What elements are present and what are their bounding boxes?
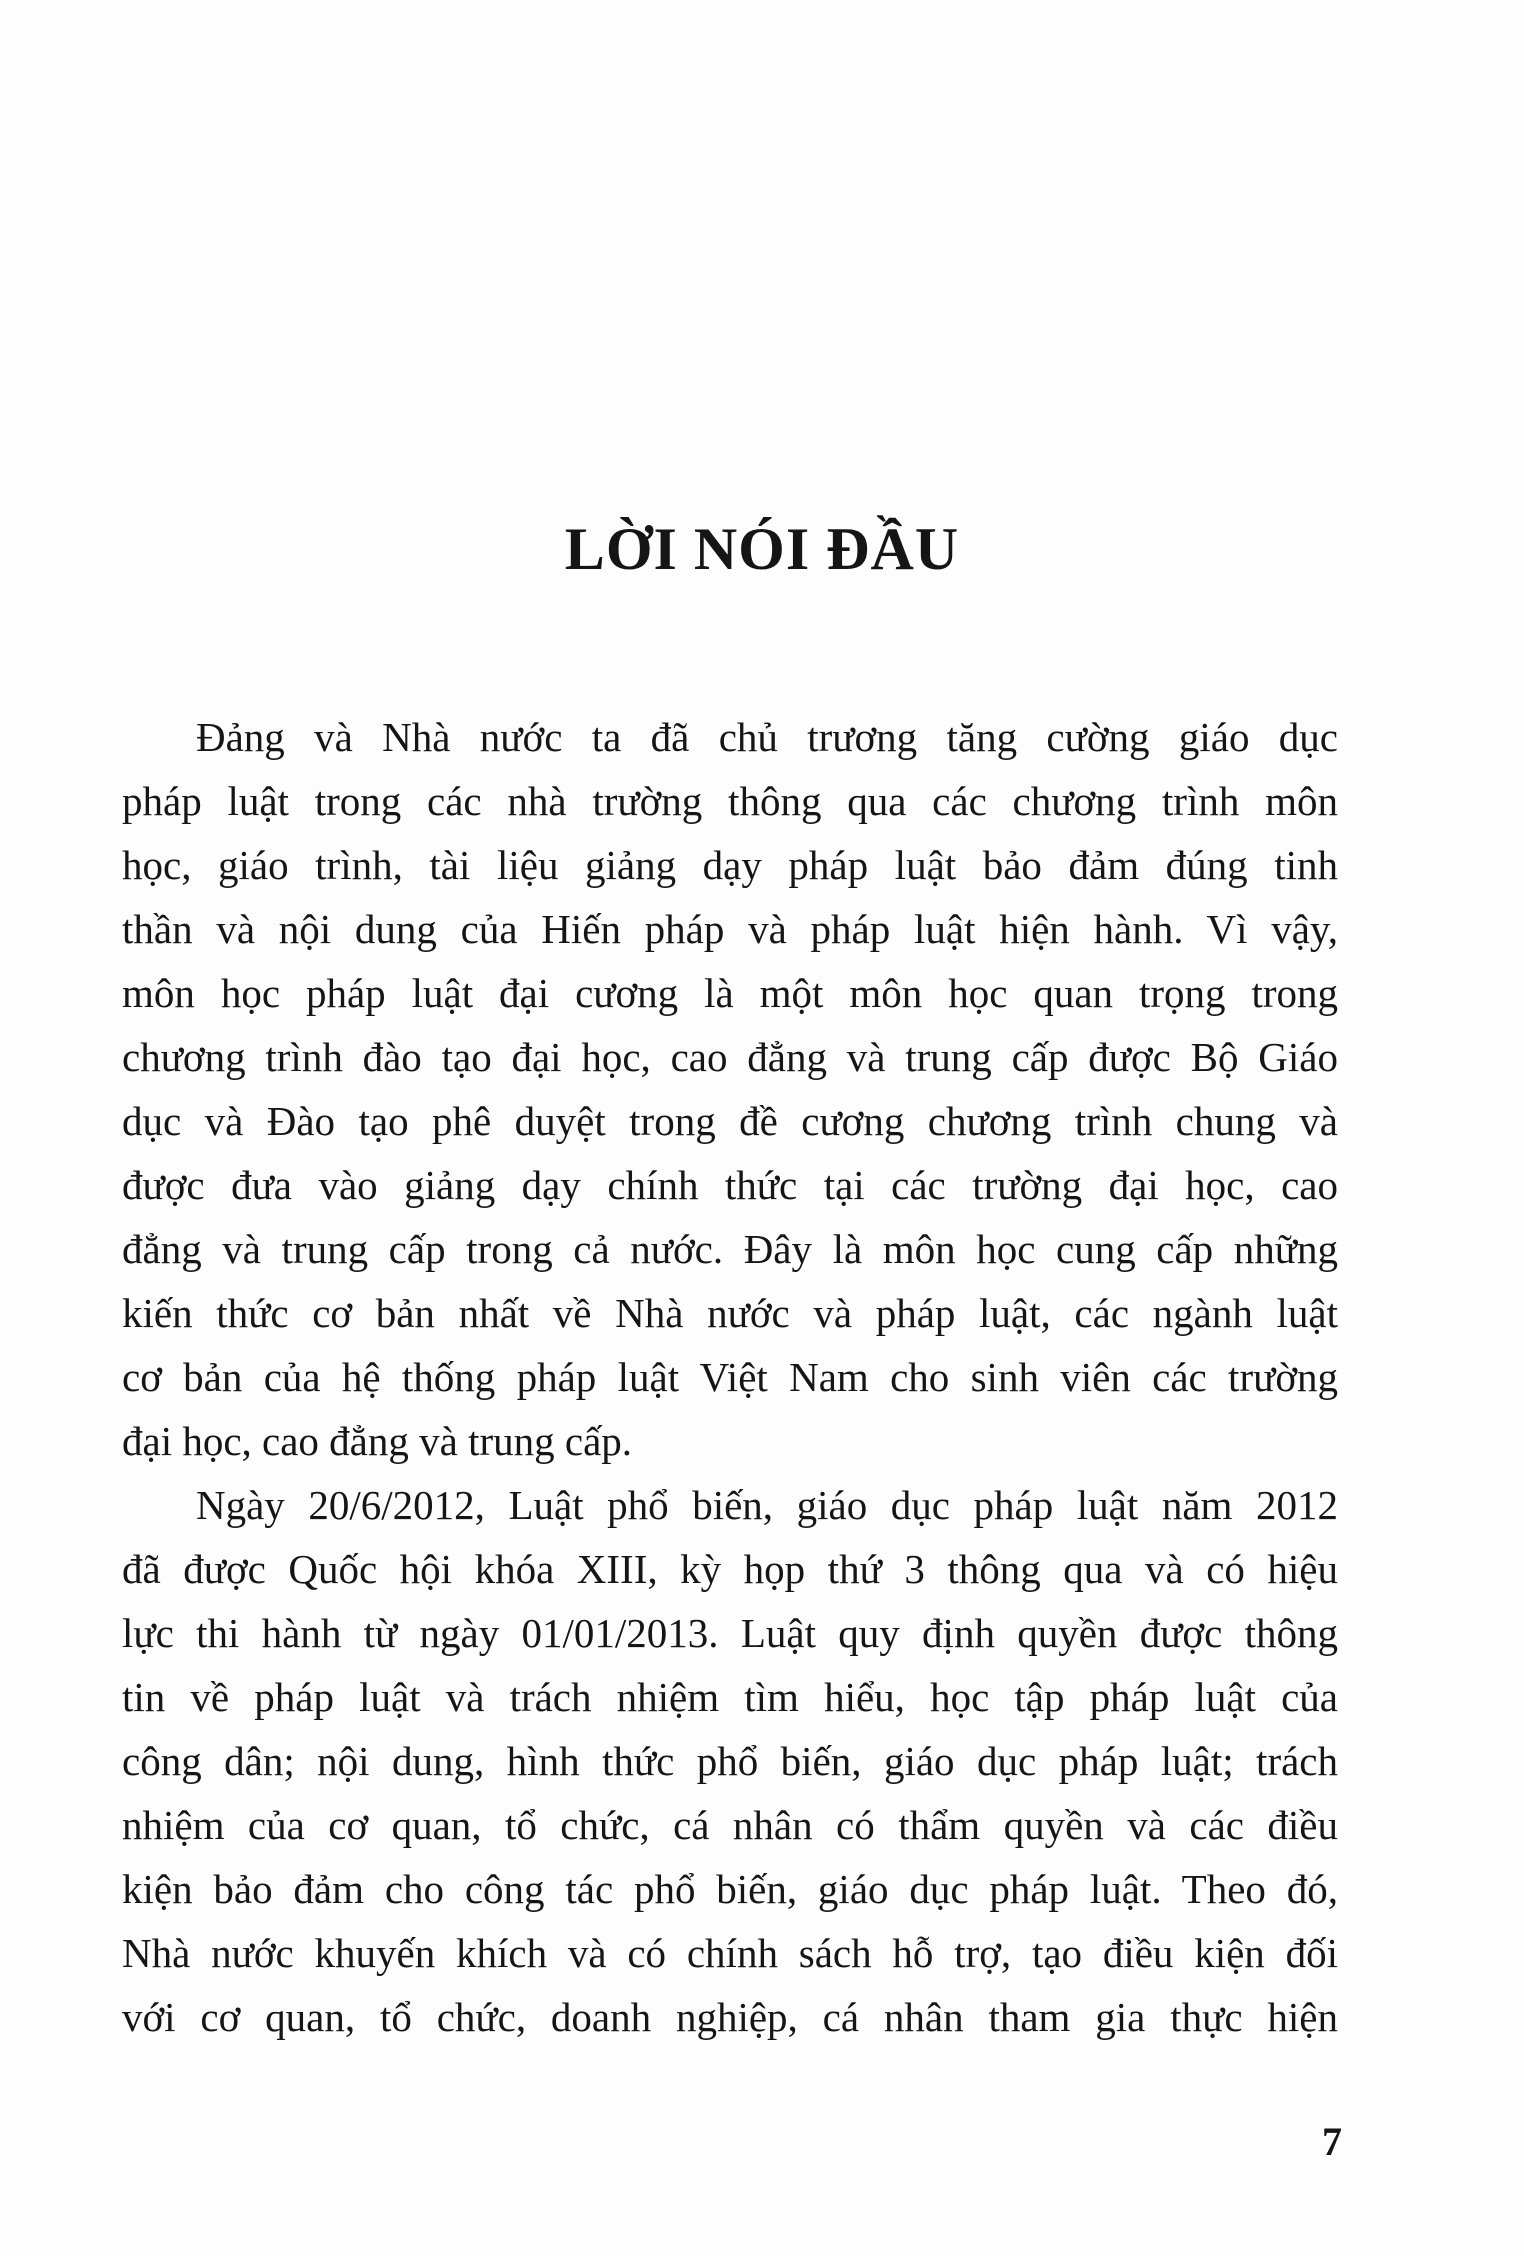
text-line: pháp luật trong các nhà trường thông qua các chương trình môn — [122, 778, 1338, 824]
text-line: thần và nội dung của Hiến pháp và pháp luật hiện hành. Vì vậy, — [122, 906, 1338, 952]
page-number: 7 — [1322, 2119, 1342, 2164]
text-line: Ngày 20/6/2012, Luật phổ biến, giáo dục pháp luật năm 2012 — [196, 1482, 1338, 1528]
text-line: đại học, cao đẳng và trung cấp. — [122, 1418, 633, 1464]
text-line: môn học pháp luật đại cương là một môn học quan trọng trong — [122, 970, 1338, 1016]
text-line: học, giáo trình, tài liệu giảng dạy pháp luật bảo đảm đúng tinh — [122, 842, 1338, 888]
text-line: Đảng và Nhà nước ta đã chủ trương tăng cường giáo dục — [196, 714, 1338, 760]
paragraph — [122, 705, 1338, 1473]
paragraph — [122, 1473, 1338, 2049]
text-line: lực thi hành từ ngày 01/01/2013. Luật quy định quyền được thông — [122, 1610, 1338, 1656]
text-line: đẳng và trung cấp trong cả nước. Đây là môn học cung cấp những — [122, 1226, 1338, 1272]
text-line: tin về pháp luật và trách nhiệm tìm hiểu, học tập pháp luật của — [122, 1674, 1338, 1720]
text-line: chương trình đào tạo đại học, cao đẳng và trung cấp được Bộ Giáo — [122, 1034, 1338, 1080]
page-title: LỜI NÓI ĐẦU — [564, 516, 960, 582]
text-line: đã được Quốc hội khóa XIII, kỳ họp thứ 3 thông qua và có hiệu — [122, 1546, 1338, 1592]
text-line: với cơ quan, tổ chức, doanh nghiệp, cá nhân tham gia thực hiện — [122, 1994, 1338, 2040]
text-line: cơ bản của hệ thống pháp luật Việt Nam cho sinh viên các trường — [122, 1354, 1338, 1400]
text-line: nhiệm của cơ quan, tổ chức, cá nhân có thẩm quyền và các điều — [122, 1802, 1338, 1848]
text-line: kiện bảo đảm cho công tác phổ biến, giáo dục pháp luật. Theo đó, — [122, 1866, 1338, 1912]
text-line: công dân; nội dung, hình thức phổ biến, giáo dục pháp luật; trách — [122, 1738, 1338, 1784]
text-line: được đưa vào giảng dạy chính thức tại các trường đại học, cao — [122, 1162, 1338, 1208]
text-line: dục và Đào tạo phê duyệt trong đề cương chương trình chung và — [122, 1098, 1338, 1144]
body-text — [122, 705, 1338, 2049]
text-line: kiến thức cơ bản nhất về Nhà nước và pháp luật, các ngành luật — [122, 1290, 1338, 1336]
text-line: Nhà nước khuyến khích và có chính sách hỗ trợ, tạo điều kiện đối — [122, 1930, 1338, 1976]
